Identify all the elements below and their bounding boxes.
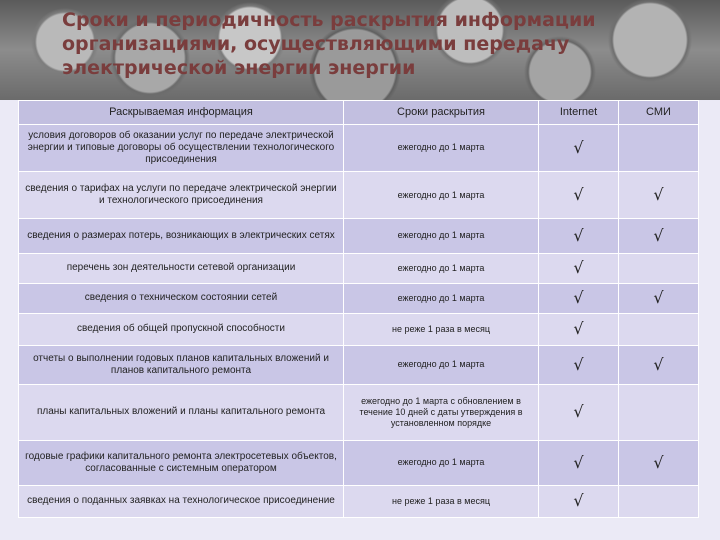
cell-info: годовые графики капитального ремонта электросетевых объектов, согласованные с системным оператором: [19, 440, 344, 485]
table-row: [19, 219, 699, 253]
check-mark-smi: √: [619, 283, 699, 313]
table-row: [19, 283, 699, 313]
cell-term: ежегодно до 1 марта: [344, 124, 539, 171]
header-smi: СМИ: [619, 101, 699, 125]
check-mark-internet: √: [539, 171, 619, 218]
table-row: [19, 124, 699, 171]
check-mark-smi: [619, 485, 699, 517]
cell-term: не реже 1 раза в месяц: [344, 485, 539, 517]
cell-term: ежегодно до 1 марта: [344, 171, 539, 218]
table-row: [19, 384, 699, 440]
check-mark-internet: √: [539, 253, 619, 283]
cell-term: не реже 1 раза в месяц: [344, 313, 539, 345]
check-mark-smi: √: [619, 345, 699, 384]
check-mark-internet: √: [539, 283, 619, 313]
check-mark-smi: [619, 253, 699, 283]
check-mark-internet: √: [539, 313, 619, 345]
cell-term: ежегодно до 1 марта: [344, 440, 539, 485]
cell-info: планы капитальных вложений и планы капитального ремонта: [19, 384, 344, 440]
table-row: [19, 253, 699, 283]
cell-info: условия договоров об оказании услуг по передаче электрической энергии и типовые договоры об осуществлении технологического присоединения: [19, 124, 344, 171]
header-term: Сроки раскрытия: [344, 101, 539, 125]
check-mark-smi: √: [619, 219, 699, 253]
table-row: [19, 345, 699, 384]
cell-term: ежегодно до 1 марта с обновлением в течение 10 дней с даты утверждения в установленном порядке: [344, 384, 539, 440]
cell-term: ежегодно до 1 марта: [344, 253, 539, 283]
table-row: [19, 440, 699, 485]
cell-info: сведения о тарифах на услуги по передаче электрической энергии и технологического присоединения: [19, 171, 344, 218]
table-header-row: [19, 101, 699, 125]
cell-info: отчеты о выполнении годовых планов капитальных вложений и планов капитального ремонта: [19, 345, 344, 384]
check-mark-internet: √: [539, 384, 619, 440]
header-info: Раскрываемая информация: [19, 101, 344, 125]
table-row: [19, 313, 699, 345]
cell-info: перечень зон деятельности сетевой организации: [19, 253, 344, 283]
check-mark-smi: [619, 124, 699, 171]
check-mark-smi: [619, 384, 699, 440]
disclosure-table-container: [18, 100, 698, 518]
check-mark-internet: √: [539, 485, 619, 517]
cell-term: ежегодно до 1 марта: [344, 219, 539, 253]
check-mark-internet: √: [539, 219, 619, 253]
check-mark-internet: √: [539, 440, 619, 485]
page-title: Сроки и периодичность раскрытия информации организациями, осуществляющими передачу электрической энергии энергии: [62, 9, 596, 79]
table-row: [19, 171, 699, 218]
check-mark-smi: [619, 313, 699, 345]
cell-info: сведения о техническом состоянии сетей: [19, 283, 344, 313]
header-coin-banner: [0, 0, 720, 100]
header-internet: Internet: [539, 101, 619, 125]
cell-info: сведения об общей пропускной способности: [19, 313, 344, 345]
table-row: [19, 485, 699, 517]
check-mark-smi: √: [619, 440, 699, 485]
disclosure-table: [18, 100, 699, 518]
check-mark-internet: √: [539, 345, 619, 384]
check-mark-smi: √: [619, 171, 699, 218]
cell-term: ежегодно до 1 марта: [344, 345, 539, 384]
cell-term: ежегодно до 1 марта: [344, 283, 539, 313]
check-mark-internet: √: [539, 124, 619, 171]
cell-info: сведения о размерах потерь, возникающих в электрических сетях: [19, 219, 344, 253]
cell-info: сведения о поданных заявках на технологическое присоединение: [19, 485, 344, 517]
